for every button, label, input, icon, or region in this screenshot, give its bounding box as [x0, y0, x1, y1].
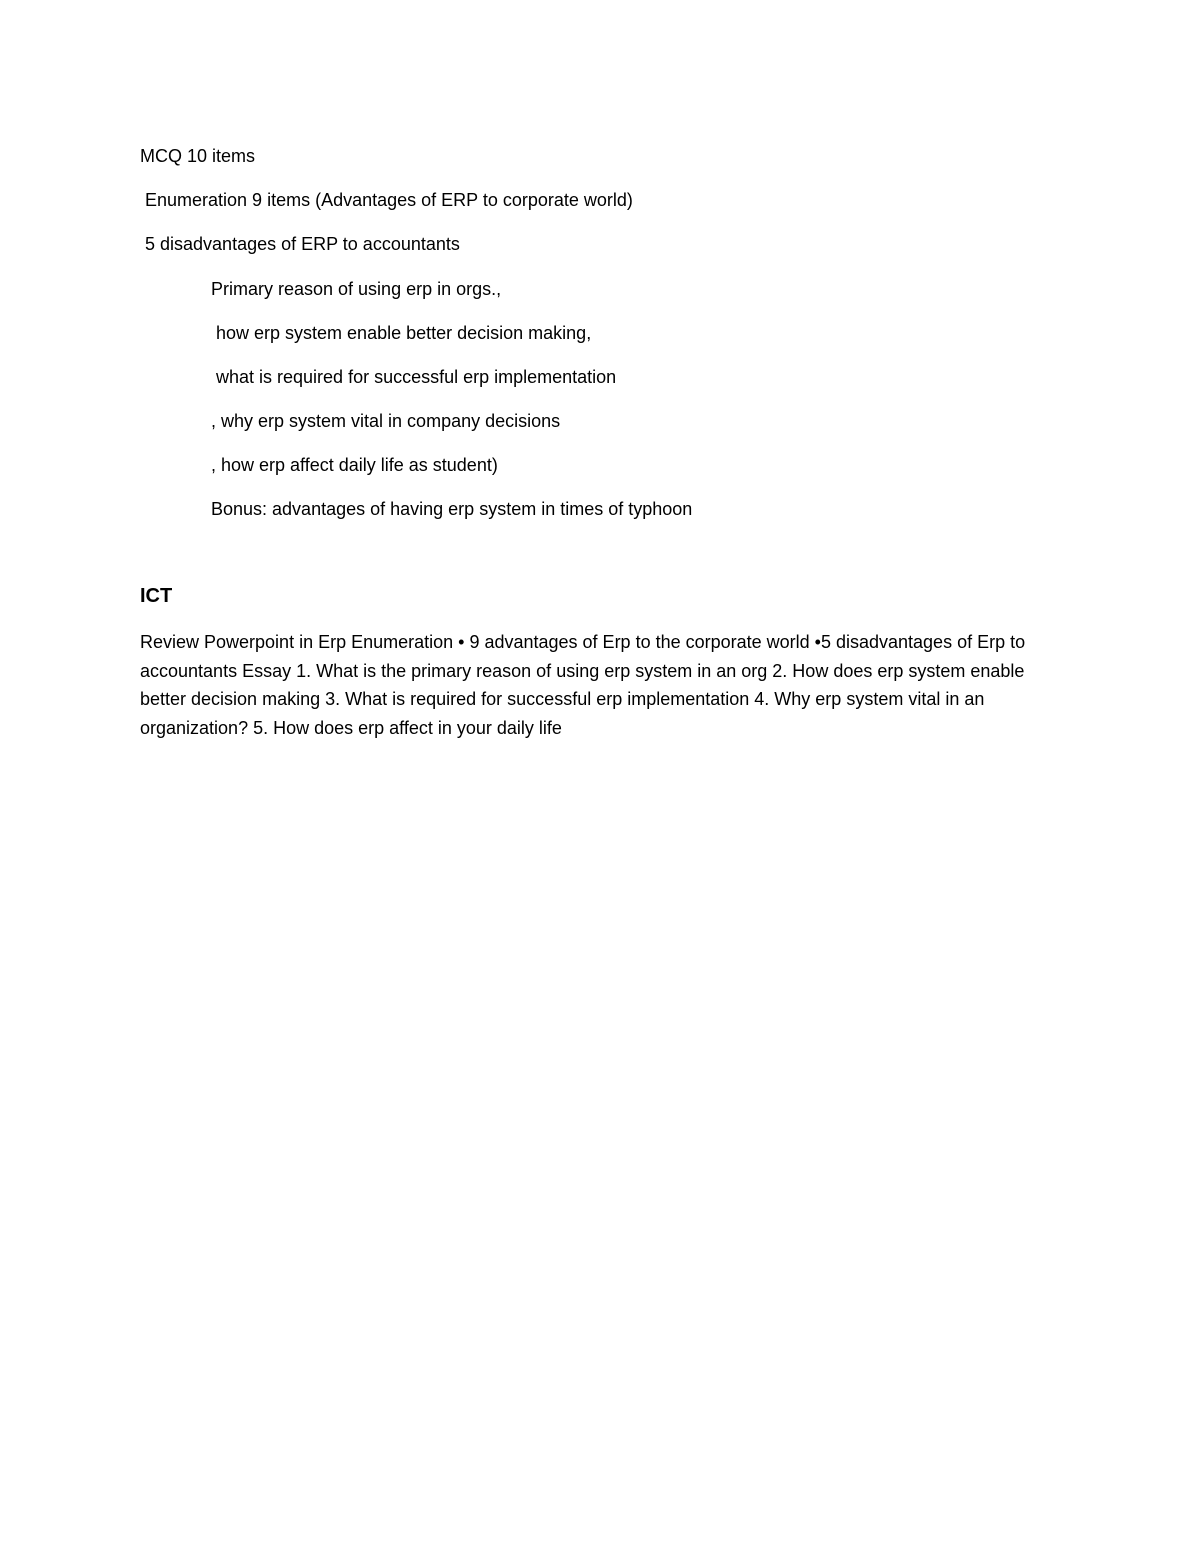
essay-item-decision-making: how erp system enable better decision making, — [211, 323, 592, 343]
essay-item-successful-implementation: what is required for successful erp implementation — [211, 367, 617, 387]
essay-item-vital-decisions: , why erp system vital in company decisions — [211, 411, 561, 431]
mcq-line: MCQ 10 items — [140, 146, 256, 166]
ict-review-paragraph: Review Powerpoint in Erp Enumeration • 9 advantages of Erp to the corporate world •5 disadvantages of Erp to accountants Essay 1. What is the primary reason of using erp system in an org 2. How does erp system enable better decision making 3. What is required for successful erp implementation 4. Why erp system vital in an organization? 5. How does erp affect in your daily life — [140, 632, 1026, 738]
ict-heading: ICT — [140, 585, 173, 607]
essay-item-primary-reason: Primary reason of using erp in orgs., — [211, 279, 502, 299]
disadvantages-line: 5 disadvantages of ERP to accountants — [140, 234, 460, 254]
essay-item-bonus: Bonus: advantages of having erp system in times of typhoon — [211, 499, 693, 519]
essay-item-daily-life: , how erp affect daily life as student) — [211, 455, 498, 475]
enumeration-line: Enumeration 9 items (Advantages of ERP to corporate world) — [140, 190, 633, 210]
